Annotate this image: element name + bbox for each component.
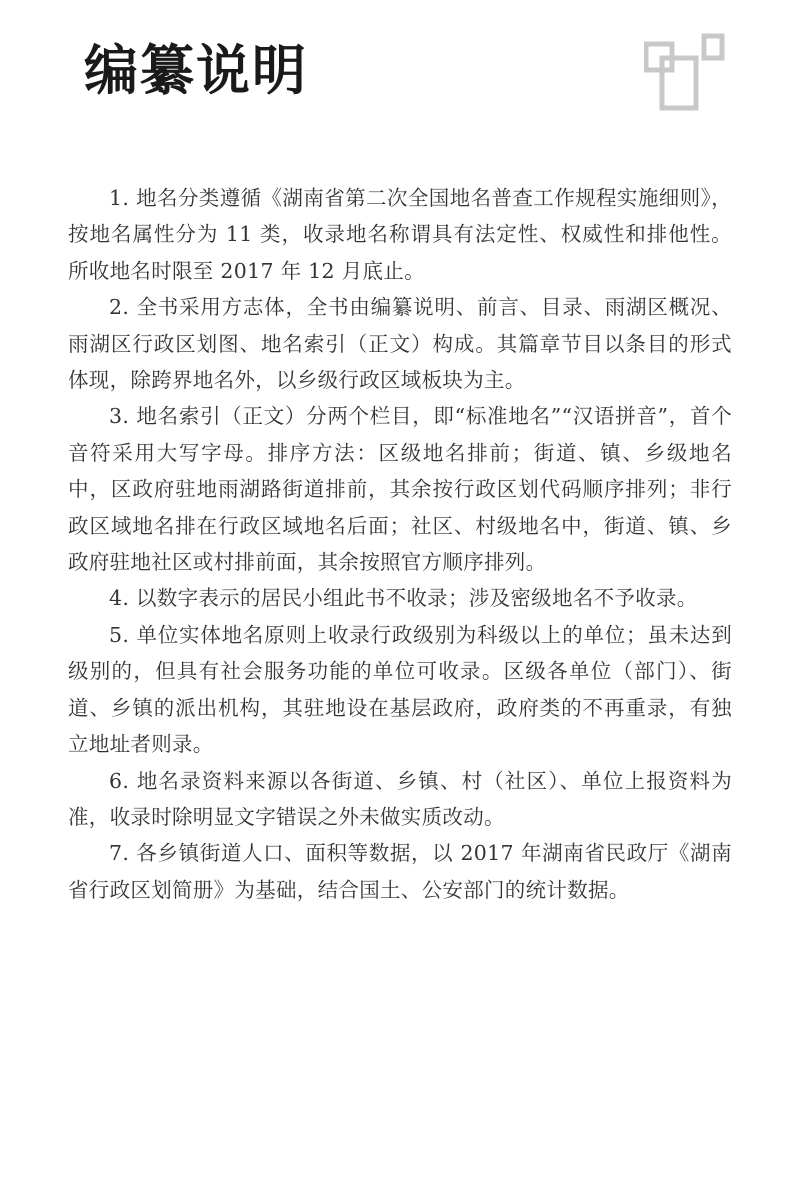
explanation-item-5: 5. 单位实体地名原则上收录行政级别为科级以上的单位；虽未达到级别的，但具有社会服务功能的单位可收录。区级各单位（部门）、街道、乡镇的派出机构，其驻地设在基层政府，政府类的不再重录，有独立地址者则录。 xyxy=(68,622,732,757)
page-title: 编纂说明 xyxy=(84,39,308,102)
explanation-item-4: 4. 以数字表示的居民小组此书不收录；涉及密级地名不予收录。 xyxy=(109,586,698,611)
explanation-item-3: 3. 地名索引（正文）分两个栏目，即“标准地名”“汉语拼音”，首个音符采用大写字母。排序方法：区级地名排前；街道、镇、乡级地名中，区政府驻地雨湖路街道排前，其余按行政区划代码顺序排列；非行政区域地名排在行政区域地名后面；社区、村级地名中，街道、镇、乡政府驻地社区或村排前面，其余按照官方顺序排列。 xyxy=(68,404,732,575)
explanation-item-6: 6. 地名录资料来源以各街道、乡镇、村（社区）、单位上报资料为准，收录时除明显文字错误之外未做实质改动。 xyxy=(68,768,732,829)
explanation-item-1: 1. 地名分类遵循《湖南省第二次全国地名普查工作规程实施细则》，按地名属性分为 11 类，收录地名称谓具有法定性、权威性和排他性。所收地名时限至 2017 年 12 月底止。 xyxy=(68,186,732,283)
explanation-item-2: 2. 全书采用方志体，全书由编纂说明、前言、目录、雨湖区概况、雨湖区行政区划图、地名索引（正文）构成。其篇章节目以条目的形式体现，除跨界地名外，以乡级行政区域板块为主。 xyxy=(68,295,732,393)
explanation-body xyxy=(68,180,732,908)
overlapping-squares-icon xyxy=(644,32,728,116)
explanation-item-7: 7. 各乡镇街道人口、面积等数据，以 2017 年湖南省民政厅《湖南省行政区划简册》为基础，结合国土、公安部门的统计数据。 xyxy=(68,841,732,902)
